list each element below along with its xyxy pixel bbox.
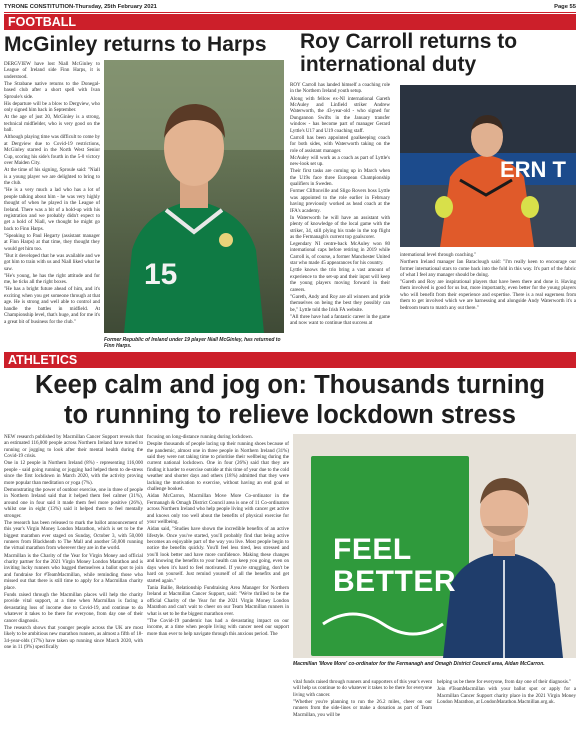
goalkeeper-photo — [400, 85, 576, 247]
paragraph: Along with fellow ex-NI international Gareth McAuley and Linfield striker Andrew Waterworth, the 43-year-old - who signed for Dungannon Swifts in the January transfer window - has become part of manager Gerard Lyttle's U17 and U19 coaching staff. — [290, 95, 390, 134]
paragraph: Funds raised through the Macmillan places will help the charity provide vital support, at a time when Macmillan is facing a devastating loss of income due to Covid-19, and continue to do whatever it takes to be there for everyone, from day one of their cancer diagnosis. — [4, 591, 143, 624]
paragraph: Legendary NI centre-back McAuley won 80 international caps before retiring in 2019 while Carroll is, of course, a former Manchester United star who made 45 appearances for his country. — [290, 241, 390, 267]
paragraph: DERGVIEW have lost Niall McGinley to League of Ireland side Finn Harps, it is understood. — [4, 61, 100, 80]
athletics-headline — [4, 370, 576, 430]
paragraph: vital funds raised through runners and supporters of this year's event will help us continue to do whatever it takes to be there for everyone living with cancer. — [293, 679, 432, 698]
poster-text: FEEL BETTER — [333, 533, 456, 598]
banner-text: ERN T — [500, 157, 566, 182]
paragraph: Macmillan is the Charity of the Year for Virgin Money and official charity partner for the 2021 Virgin Money London Marathon and is inviting lucky runners who bagged themselves a ballot spot to join and fundraise for #TeamMacmillan, while reminding those who missed out that there is still time to apply for a Macmillan charity place. — [4, 552, 143, 591]
athletics-body-col4 — [437, 679, 576, 737]
athletics-headline-line1: Keep calm and jog on: Thousands turning — [34, 371, 545, 399]
paragraph: "But it developed that he was available and we got him to train with us and Niall liked what he saw. — [4, 252, 100, 272]
coordinator-photo-caption: Macmillan 'Move More' co-ordinator for the Fermanagh and Omagh District Council area, Aidan McCarron. — [293, 661, 545, 667]
masthead-date — [4, 4, 157, 10]
paragraph: McAuley will work as a coach as part of Lyttle's new-look set up. — [290, 154, 390, 168]
paragraph: In Waterworth he will have an assistant with plenty of knowledge of the local game with the striker, 34, still plying his trade in the top flight as the Fermanagh's current top goalscorer. — [290, 214, 390, 240]
paragraph: The Strabane native returns to the Donegal-based club after a short spell with Ivan Sproule's side. — [4, 80, 100, 100]
paragraph: The research has been released to mark the ballot announcement of this year's Virgin Money London Marathon, which is set to be the biggest marathon ever staged on Sunday, October 3, with 50,000 runners from Blackheath to The Mall and another 50,000 running the virtual marathon from wherever they are in the world. — [4, 519, 143, 552]
player-photo-image — [104, 60, 284, 333]
section-label: ATHLETICS — [8, 353, 78, 367]
player-photo — [104, 60, 284, 333]
paragraph: NEW research published by Macmillan Cancer Support reveals that an estimated 116,000 people across Northern Ireland have turned to running or jogging to look after their mental health during the Covid-19 crisis. — [4, 434, 143, 460]
paragraph: Carroll has been appointed goalkeeping coach for both sides, with Waterworth taking on the role of assistant manager. — [290, 134, 390, 154]
paragraph: At the age of just 20, McGinley is a strong, technical midfielder, who is very good on the ball. — [4, 114, 100, 134]
athletics-body-col1 — [4, 434, 143, 734]
paragraph: helping us be there for everyone, from day one of their diagnosis." — [437, 679, 572, 685]
paragraph: Their first tasks are coming up in March when the U19s face three European Championship qualifiers in Sweden. — [290, 168, 390, 188]
paragraph: Join #TeamMacmillan with your ballot spot or apply for a Macmillan Cancer Support charity place in the 2021 Virgin Money London Marathon, at LondonMarathon.Macmillan.org.uk. — [437, 686, 576, 705]
paragraph: "Whether you're planning to run the 26.2 miles, cheer on our runners from the side-lines or make a donation as part of Team Macmillan, you will be — [293, 698, 432, 718]
story1-headline: McGinley returns to Harps — [4, 33, 267, 56]
story2-body-col1 — [290, 82, 390, 352]
section-bar-football — [4, 14, 576, 30]
header-rule — [4, 12, 576, 13]
paragraph: Aidan McCarron, Macmillan Move More Co-ordinator in the Fermanagh & Omagh District Council area is one of 11 Co-ordinators across Northern Ireland who help people living with cancer get active and knows only too well about the benefits of physical exercise for your wellbeing. — [147, 493, 289, 526]
paragraph: Although playing time was difficult to come by at Dergview due to Covid-19 restrictions, McGinley starred in the North West Senior Cup, scoring his side's fourth in the 5-0 victory over Maiden City. — [4, 134, 100, 167]
paragraph: "Speaking to Paul Hegarty (assistant manager at Finn Harps) at that time, they thought they would get him too. — [4, 232, 100, 252]
section-bar-athletics — [4, 352, 576, 368]
paragraph: ROY Carroll has landed himself a coaching role in the Northern Ireland youth setup. — [290, 82, 390, 95]
coordinator-photo — [293, 434, 576, 658]
story1-body — [4, 61, 100, 361]
shirt-number: 15 — [144, 258, 178, 291]
paragraph: The research shows that younger people across the UK are most likely to be ambitious new marathon runners, as almost a fifth of 18-34-year-olds (17%) have taken up running since March 2020, with one in 11 (9%) specifically — [4, 624, 143, 651]
paragraph: Tania Bailie, Relationship Fundraising Area Manager for Northern Ireland at Macmillan Cancer Support, said: "We're thrilled to be the official Charity of the Year for the 2021 Virgin Money London Marathon and can't wait to cheer on our Team Macmillan runners in what is set to be the biggest marathon ever. — [147, 584, 289, 617]
issue-date: -Thursday, 25th February 2021 — [73, 4, 157, 10]
paragraph: Despite thousands of people lacing up their running shoes because of the pandemic, almost one in three people in Northern Ireland (31%) said they were not taking time to prioritise their wellbeing during the current national lockdown. One in four (26%) said that they are finding it harder to exercise outside at this time of year due to the cold weather and shorter days and others (18%) admitted that they were lacking the motivation to exercise, without having an end goal or challenge booked. — [147, 441, 289, 493]
paragraph: "The Covid-19 pandemic has had a devastating impact on our income, at a time when people living with cancer need our support more than ever to help navigate through this anxious period. The — [147, 617, 289, 637]
paragraph: focusing on long-distance running during lockdown. — [147, 434, 253, 440]
paragraph: "He is a very much a lad who has a lot of people talking about him - he was very highly thought of when he played in the League of Ireland. There was a bit of a hold-up with his registration and we probably didn't expect to get a hold of Niall, we thought he might go back to Finn Harps. — [4, 187, 100, 232]
paragraph: "All three have had a fantastic career in the game and now want to continue that success at — [290, 313, 390, 327]
athletics-headline-line2: to running to relieve lockdown stress — [63, 401, 516, 429]
paragraph: Former Cliftonville and Sligo Rovers boss Lyttle was appointed to the role earlier in February having previously worked as head coach at the IFA's academy. — [290, 188, 390, 214]
paragraph: "Gareth and Roy are inspirational players that have been there and done it. Having them involved is good for us but, more importantly, even better for the young players who will benefit from their experience and expertise. There is a real eagerness from them to get involved which we are harnessing and alongside Andy Waterworth it's a bedroom team to match any out there." — [400, 279, 576, 311]
story2-headline: Roy Carroll returns to international duty — [300, 30, 518, 76]
athletics-body-col2 — [147, 434, 289, 734]
paragraph: "He has a bright future ahead of him, and it's exciting when you get someone through at that age. He is strong and well able to control and handle the battles in midfield. At Championship level, that's huge, and for me it's a great bit of business for the club." — [4, 286, 100, 325]
player-photo-caption: Former Republic of Ireland under 19 player Niall McGinley, has returned to Finn Harps. — [104, 337, 281, 349]
athletics-body-col3 — [293, 679, 432, 737]
paragraph: "Gareth, Andy and Roy are all winners and pride themselves on being the best they possibly can be," Lyttle told the Irish FA website. — [290, 293, 390, 313]
paragraph: Demonstrating the power of outdoor exercise, one in three of people in Northern Ireland said that it helped them feel calmer (31%), around one in four said it made them feel more positive (26%), whilst one in eight (13%) said it helped them to feel mentally stronger. — [4, 486, 143, 519]
page-header — [4, 3, 576, 12]
section-label: FOOTBALL — [8, 15, 77, 29]
page-number: Page 55 — [554, 4, 576, 10]
paragraph: At the time of his signing, Sproule said: "Niall is a young player we are delighted to bring to the club. — [4, 167, 100, 187]
paragraph: Lyttle knows the trio bring a vast amount of experience to the set-up and their input will keep the young players moving forward in their careers. — [290, 267, 390, 293]
paragraph: Northern Ireland manager Ian Baraclough said: "I'm really keen to encourage our former international stars to come back into the fold in this way. It's part of the fabric of what I feel any manager should be doing. — [400, 259, 576, 278]
paragraph: His departure will be a blow to Dergview, who only signed him back in September. — [4, 100, 100, 114]
paper-name: TYRONE CONSTITUTION — [4, 4, 74, 10]
paragraph: One in 12 people in Northern Ireland (8%) - representing 116,000 people - said going running or jogging had helped them to de-stress since the first lockdown in March 2020, with the activity proving more popular than meditation or yoga (7%). — [4, 460, 143, 486]
story2-body-col2 — [400, 252, 576, 352]
paragraph: international level through coaching." — [400, 252, 477, 258]
paragraph: "He's young, he has the right attitude and for me, he ticks all the right boxes. — [4, 272, 100, 286]
paragraph: Aidan said, "Studies have shown the incredible benefits of an active lifestyle. Once you've started, you'll probably find that being active becomes an enjoyable part of the way you live. Most people begin to notice the benefits quickly. You'll feel less tired, less stressed and you'll look better and have more confidence. Making these changes and knowing the benefits to your health can keep you going, even on days when it's hard to feel motivated. If you're struggling, don't be hard on yourself. Just remind yourself of all the benefits and get started again." — [147, 526, 289, 584]
